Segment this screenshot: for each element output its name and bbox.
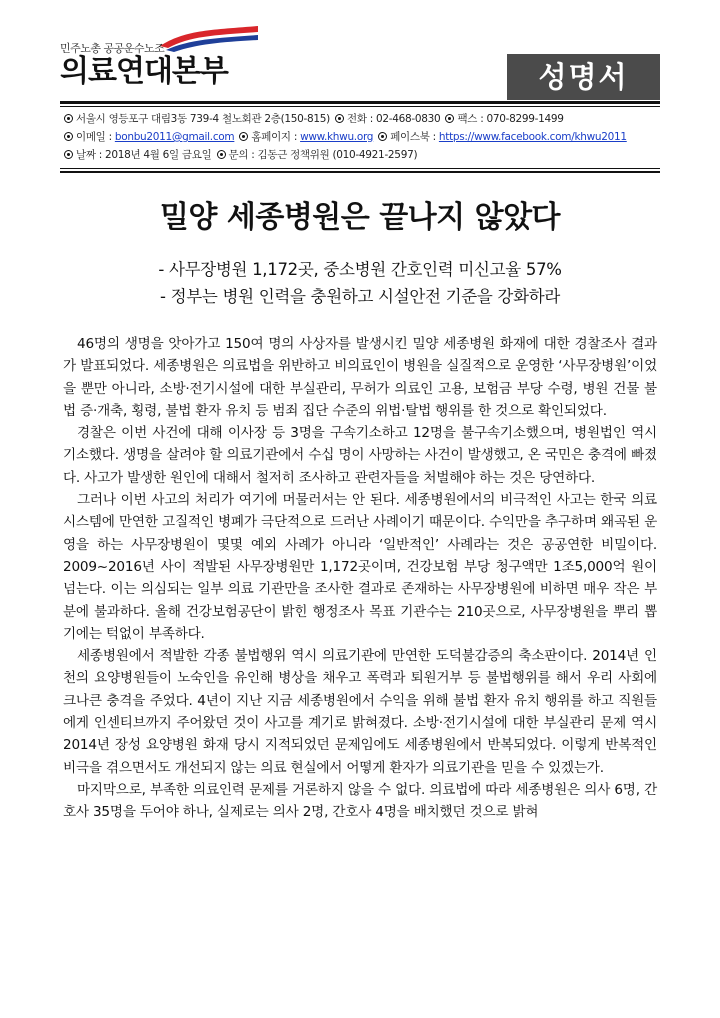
header-rule xyxy=(60,101,660,104)
bullet-icon xyxy=(378,132,387,141)
doc-type-label: 성명서 xyxy=(538,60,629,94)
bullet-icon xyxy=(64,150,73,159)
paragraph: 세종병원에서 적발한 각종 불법행위 역시 의료기관에 만연한 도덕불감증의 축소판이다. 2014년 인천의 요양병원들이 노숙인을 유인해 병상을 채우고 폭력과 퇴원거부 등 불법행위를 해서 우리 사회에 크나큰 충격을 주었다. 4년이 지난 지금 세종병원에서 수익을 위해 불법 환자 유치 행위를 하고 직원들에게 인센티브까지 주어왔던 것이 사고를 계기로 밝혀졌다. 소방·전기시설에 대한 부실관리 문제 역시 2014년 장성 요양병원 화재 당시 지적되었던 문제임에도 세종병원에서 반복되었다. 이렇게 반복적인 비극을 겪으면서도 개선되지 않는 의료 현실에서 어떻게 환자가 의료기관을 믿을 수 있겠는가. xyxy=(63,648,657,776)
date: 2018년 4월 6일 금요일 xyxy=(105,149,212,161)
union-logo xyxy=(60,22,320,96)
subtitle: - 사무장병원 1,172곳, 중소병원 간호인력 미신고율 57% xyxy=(158,260,562,279)
header-rule-thin xyxy=(60,106,660,107)
bullet-icon xyxy=(64,114,73,123)
inquiry-label: 문의 : xyxy=(228,149,258,161)
bullet-icon xyxy=(239,132,248,141)
contact-line-1 xyxy=(62,110,662,128)
address: 서울시 영등포구 대림3동 739-4 철노회관 2층(150-815) xyxy=(76,113,330,125)
doc-type-badge xyxy=(507,54,660,100)
fax-label: 팩스 : xyxy=(457,113,487,125)
facebook-label: 페이스북 : xyxy=(390,131,439,143)
paragraph: 마지막으로, 부족한 의료인력 문제를 거론하지 않을 수 없다. 의료법에 따라 세종병원은 의사 6명, 간호사 35명을 두어야 하나, 실제로는 의사 2명, 간호사 4명을 배치했던 것으로 밝혀 xyxy=(63,781,657,821)
union-name: 민주노총 공공운수노조 xyxy=(60,42,165,55)
org-name: 의료연대본부 xyxy=(60,54,228,89)
subtitle: - 정부는 병원 인력을 충원하고 시설안전 기준을 강화하라 xyxy=(160,287,560,306)
contact-info xyxy=(62,110,662,164)
contact-line-3 xyxy=(62,146,662,164)
contact-rule-thin xyxy=(60,168,660,169)
phone: 02-468-0830 xyxy=(376,113,441,125)
letterhead xyxy=(60,22,660,100)
fax: 070-8299-1499 xyxy=(486,113,564,125)
contact-line-2 xyxy=(62,128,662,146)
paragraph: 경찰은 이번 사건에 대해 이사장 등 3명을 구속기소하고 12명을 불구속기소했으며, 병원법인 역시 기소했다. 생명을 살려야 할 의료기관에서 수십 명이 사망하는 사건이 발생했고, 온 국민은 충격에 빠졌다. 사고가 발생한 원인에 대해서 철저히 조사하고 관련자들을 처벌해야 하는 것은 당연하다. xyxy=(63,425,657,486)
homepage-link[interactable]: www.khwu.org xyxy=(300,131,374,143)
paragraph: 그러나 이번 사고의 처리가 여기에 머물러서는 안 된다. 세종병원에서의 비극적인 사고는 한국 의료시스템에 만연한 고질적인 병폐가 극단적으로 드러난 사례이기 때문이다. 수익만을 추구하며 왜곡된 운영을 하는 사무장병원이 몇몇 예외 사례가 아니라 ‘일반적인’ 사례라는 것은 공공연한 비밀이다. 2009~2016년 사이 적발된 사무장병원만 1,172곳이며, 건강보험 부당 청구액만 1조5,000억 원이 넘는다. 이는 의심되는 일부 의료 기관만을 조사한 결과로 존재하는 사무장병원에 비하면 매우 작은 부분에 불과하다. 올해 건강보험공단이 밝힌 행정조사 목표 기관수는 210곳으로, 사무장병원을 뿌리 뽑기에는 턱없이 부족하다. xyxy=(63,492,657,642)
phone-label: 전화 : xyxy=(347,113,377,125)
date-label: 날짜 : xyxy=(76,149,105,161)
bullet-icon xyxy=(445,114,454,123)
statement-body xyxy=(63,333,657,824)
bullet-icon xyxy=(335,114,344,123)
email-label: 이메일 : xyxy=(76,131,115,143)
inquiry: 김동근 정책위원 (010-4921-2597) xyxy=(257,149,418,161)
bullet-icon xyxy=(217,150,226,159)
bullet-icon xyxy=(64,132,73,141)
homepage-label: 홈페이지 : xyxy=(251,131,301,143)
document-title: 밀양 세종병원은 끝나지 않았다 xyxy=(159,200,561,235)
contact-rule xyxy=(60,171,660,173)
email-link[interactable]: bonbu2011@gmail.com xyxy=(114,131,235,143)
paragraph: 46명의 생명을 앗아가고 150여 명의 사상자를 발생시킨 밀양 세종병원 화재에 대한 경찰조사 결과가 발표되었다. 세종병원은 의료법을 위반하고 비의료인이 병원을 실질적으로 운영한 ‘사무장병원’이었을 뿐만 아니라, 소방·전기시설에 대한 부실관리, 무허가 의료인 고용, 보험금 부당 수령, 병원 건물 불법 증·개축, 횡령, 불법 환자 유치 등 범죄 집단 수준의 위법·탈법 행위를 한 것으로 확인되었다. xyxy=(63,336,657,419)
facebook-link[interactable]: https://www.facebook.com/khwu2011 xyxy=(438,131,627,143)
